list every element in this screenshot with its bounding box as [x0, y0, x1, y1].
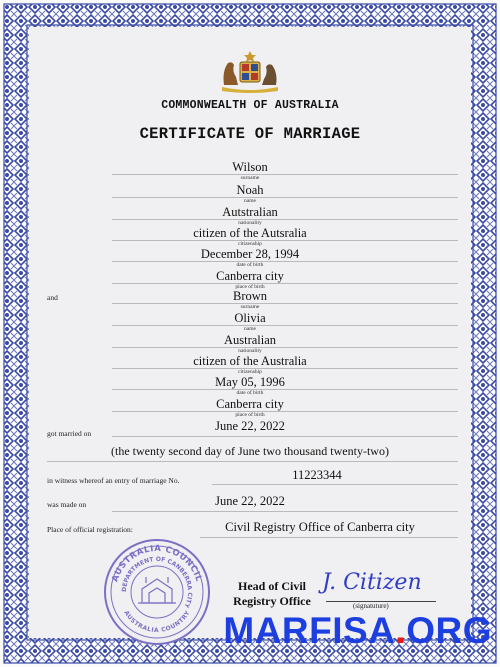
- registration-place: Civil Registry Office of Canberra city: [225, 520, 415, 534]
- watermark: [223, 610, 492, 652]
- got-married-on-label: got married on: [47, 429, 92, 438]
- signatory-title: [226, 579, 318, 609]
- authority-heading: COMMONWEALTH OF AUSTRALIA: [161, 99, 339, 112]
- spouse1-nationality: Autstralian: [222, 205, 278, 219]
- entry-witness-label: in witness whereof an entry of marriage No.: [47, 476, 180, 485]
- date-of-birth-caption: date of birth: [236, 390, 264, 396]
- citizenship-caption: citizenship: [238, 241, 262, 247]
- watermark-main: MARFISA: [223, 610, 396, 651]
- field-line: [200, 537, 458, 538]
- australian-coat-of-arms-icon: [218, 49, 282, 95]
- field-line: [112, 511, 458, 512]
- spouse1-citizenship: citizen of the Autsralia: [193, 226, 307, 240]
- field-line: [47, 461, 458, 462]
- watermark-dot: .: [395, 610, 407, 651]
- signature-script: J. Citizen: [322, 570, 422, 595]
- spouse2-surname: Brown: [232, 289, 268, 303]
- was-made-on-label: was made on: [47, 500, 87, 509]
- spouse2-date-of-birth: May 05, 1996: [215, 375, 285, 389]
- name-caption: name: [244, 198, 256, 204]
- name-caption: name: [244, 326, 256, 332]
- entry-number: 11223344: [292, 468, 342, 482]
- and-label: and: [47, 293, 58, 302]
- svg-text:DEPARTMENT OF CANBERRA CITY: DEPARTMENT OF CANBERRA CITY: [120, 555, 194, 609]
- spouse2-nationality: Australian: [223, 333, 277, 347]
- svg-text:AUSTRALIA COUNCIL: AUSTRALIA COUNCIL: [110, 543, 204, 584]
- svg-text:AUSTRALIA COUNTRY: AUSTRALIA COUNTRY: [122, 609, 192, 635]
- citizenship-caption: citizenship: [238, 369, 262, 375]
- field-line: [112, 436, 458, 437]
- marriage-date: June 22, 2022: [215, 419, 285, 433]
- entry-date: June 22, 2022: [215, 494, 285, 508]
- signature-caption: (signatuture): [353, 602, 389, 610]
- watermark-ext: ORG: [406, 610, 492, 651]
- place-of-birth-caption: place of birth: [235, 412, 265, 418]
- certificate-title: CERTIFICATE OF MARRIAGE: [139, 125, 361, 143]
- surname-caption: surname: [240, 175, 260, 181]
- spouse2-citizenship: citizen of the Australia: [193, 354, 307, 368]
- spouse1-surname: Wilson: [232, 160, 268, 174]
- place-of-birth-caption: place of birth: [235, 284, 265, 290]
- spouse2-name: Olivia: [234, 311, 266, 325]
- registration-place-label: Place of official registration:: [47, 525, 133, 534]
- marriage-date-in-words: (the twenty second day of June two thousand twenty-two): [111, 444, 389, 458]
- signatory-title-line1: Head of Civil: [238, 579, 306, 593]
- spouse1-name: Noah: [236, 183, 264, 197]
- surname-caption: surname: [240, 304, 260, 310]
- spouse1-place-of-birth: Canberra city: [216, 269, 284, 283]
- spouse1-date-of-birth: December 28, 1994: [200, 247, 300, 261]
- spouse2-place-of-birth: Canberra city: [216, 397, 284, 411]
- field-line: [212, 484, 458, 485]
- signatory-title-line2: Registry Office: [233, 594, 311, 608]
- nationality-caption: nationality: [238, 348, 262, 354]
- official-seal-icon: [102, 537, 212, 647]
- nationality-caption: nationality: [238, 220, 262, 226]
- date-of-birth-caption: date of birth: [236, 262, 264, 268]
